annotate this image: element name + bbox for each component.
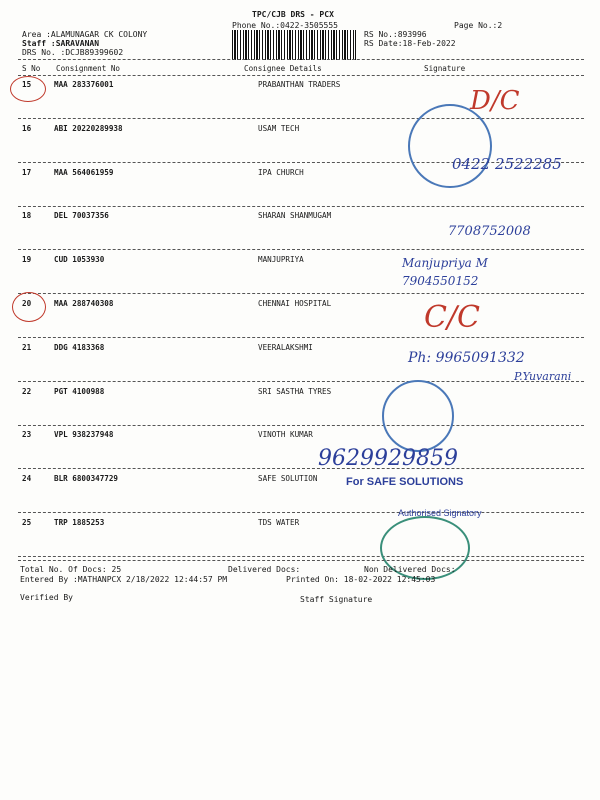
phone-number: Phone No.:0422-3505555 xyxy=(232,21,338,30)
barcode xyxy=(232,30,356,60)
tyres-stamp xyxy=(382,380,454,452)
row-consignee-name: VINOTH KUMAR xyxy=(258,430,313,439)
safe-solutions-stamp: For SAFE SOLUTIONS xyxy=(346,476,464,488)
col-signature: Signature xyxy=(424,64,466,73)
row-consignee-name: MANJUPRIYA xyxy=(258,255,304,264)
row-divider xyxy=(18,512,584,513)
row-consignment-number: DEL 70037356 xyxy=(54,211,109,220)
row-consignment-number: PGT 4100988 xyxy=(54,387,105,396)
row-consignee-name: IPA CHURCH xyxy=(258,168,304,177)
footer-divider xyxy=(18,560,584,561)
row-consignee-name: PRABANTHAN TRADERS xyxy=(258,80,341,89)
row-serial-number: 15 xyxy=(22,80,32,89)
drs-number: DRS No. :DCJB89399602 xyxy=(22,48,124,57)
row-consignment-number: VPL 938237948 xyxy=(54,430,114,439)
row-consignee-name: USAM TECH xyxy=(258,124,300,133)
col-consignee: Consignee Details xyxy=(244,64,322,73)
row-consignee-name: SHARAN SHANMUGAM xyxy=(258,211,332,220)
row-serial-number: 18 xyxy=(22,211,32,220)
area-label: Area :ALAMUNAGAR CK COLONY xyxy=(22,30,148,39)
row-consignee-name: SAFE SOLUTION xyxy=(258,474,318,483)
staff-signature: Staff Signature xyxy=(300,595,373,604)
row-consignment-number: CUD 1053930 xyxy=(54,255,105,264)
entered-by: Entered By :MATHANPCX 2/18/2022 12:44:57 PM xyxy=(20,575,228,584)
non-delivered-docs: Non Delivered Docs: xyxy=(364,565,456,574)
row-serial-number: 17 xyxy=(22,168,32,177)
row-serial-number: 23 xyxy=(22,430,32,439)
row-consignment-number: DDG 4183368 xyxy=(54,343,105,352)
delivered-docs: Delivered Docs: xyxy=(228,565,301,574)
row-serial-number: 24 xyxy=(22,474,32,483)
columns-divider xyxy=(18,75,584,76)
header-divider xyxy=(18,59,584,60)
col-sno: S No xyxy=(22,64,41,73)
row-divider xyxy=(18,118,584,119)
row-serial-number: 25 xyxy=(22,518,32,527)
row-divider xyxy=(18,293,584,294)
row-serial-number: 16 xyxy=(22,124,32,133)
row-consignment-number: MAA 283376001 xyxy=(54,80,114,89)
row-divider xyxy=(18,206,584,207)
row-consignment-number: BLR 6800347729 xyxy=(54,474,119,483)
col-consignment: Consignment No xyxy=(56,64,121,73)
row-consignee-name: CHENNAI HOSPITAL xyxy=(258,299,332,308)
row-serial-number: 20 xyxy=(22,299,32,308)
row-serial-number: 21 xyxy=(22,343,32,352)
dc-mark: D/C xyxy=(470,86,520,116)
row-consignment-number: ABI 20220289938 xyxy=(54,124,123,133)
row-consignment-number: TRP 1885253 xyxy=(54,518,105,527)
row-divider xyxy=(18,337,584,338)
signature-23-phone: 9629929859 xyxy=(318,446,458,471)
signature-19-name: Manjupriya M xyxy=(402,256,488,270)
total-docs: Total No. Of Docs: 25 xyxy=(20,565,122,574)
rs-date: RS Date:18-Feb-2022 xyxy=(364,39,456,48)
row-divider xyxy=(18,468,584,469)
page-number: Page No.:2 xyxy=(454,21,503,30)
row-divider xyxy=(18,556,584,557)
row-serial-number: 19 xyxy=(22,255,32,264)
row-consignee-name: TDS WATER xyxy=(258,518,300,527)
row-15-circle xyxy=(10,76,46,102)
cc-mark: C/C xyxy=(424,300,481,335)
signature-21-name: P.Yuvarani xyxy=(514,370,572,383)
document-title: TPC/CJB DRS - PCX xyxy=(252,10,334,19)
row-divider xyxy=(18,425,584,426)
verified-by: Verified By xyxy=(20,593,73,602)
row-divider xyxy=(18,381,584,382)
signature-18-phone: 7708752008 xyxy=(448,224,531,239)
row-consignment-number: MAA 564061959 xyxy=(54,168,114,177)
row-consignee-name: SRI SASTHA TYRES xyxy=(258,387,332,396)
signature-21-phone: Ph: 9965091332 xyxy=(408,350,525,366)
row-divider xyxy=(18,249,584,250)
signature-19-phone: 7904550152 xyxy=(402,274,479,288)
row-serial-number: 22 xyxy=(22,387,32,396)
row-20-circle xyxy=(12,292,46,322)
row-consignee-name: VEERALAKSHMI xyxy=(258,343,313,352)
rs-number: RS No.:893996 xyxy=(364,30,427,39)
row-consignment-number: MAA 288740308 xyxy=(54,299,114,308)
staff-label: Staff :SARAVANAN xyxy=(22,39,100,48)
company-stamp xyxy=(408,104,492,188)
authorised-signatory: Authorised Signatory xyxy=(398,508,482,518)
printed-on: Printed On: 18-02-2022 12:45:03 xyxy=(286,575,436,584)
signature-17-phone: 0422 2522285 xyxy=(452,155,562,173)
